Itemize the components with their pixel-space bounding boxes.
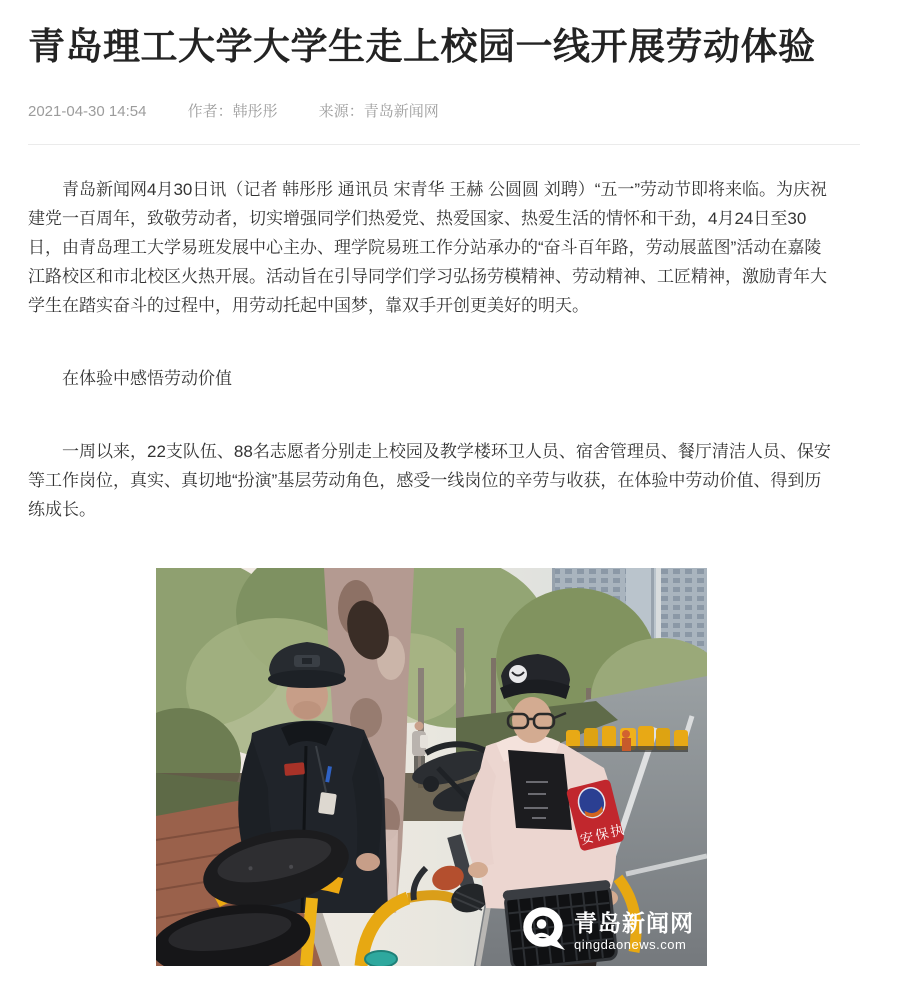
article-meta bbox=[28, 100, 860, 121]
article-body bbox=[28, 175, 836, 966]
armband-text: 安保执 bbox=[578, 821, 628, 848]
article-author: 作者：韩彤彤 bbox=[187, 103, 278, 120]
watermark-text bbox=[574, 909, 694, 952]
distant-bikes bbox=[566, 726, 688, 752]
divider bbox=[28, 144, 860, 145]
publish-datetime: 2021-04-30 14:54 bbox=[28, 103, 147, 120]
qingdaonews-logo-icon bbox=[522, 905, 568, 957]
paragraph-detail: 一周以来，22支队伍、88名志愿者分别走上校园及教学楼环卫人员、宿舍管理员、餐厅清洁人员、保安等工作岗位，真实、真切地“扮演”基层劳动角色，感受一线岗位的辛劳与收获，在体验中劳动价值、得到历练成长。 bbox=[28, 442, 831, 519]
watermark-title: 青岛新闻网 bbox=[574, 909, 694, 936]
article-title: 青岛理工大学大学生走上校园一线开展劳动体验 bbox=[28, 26, 816, 67]
article-page bbox=[28, 23, 860, 966]
watermark-domain: qingdaonews.com bbox=[574, 936, 687, 952]
article-photo bbox=[156, 568, 707, 966]
article-source: 来源：青岛新闻网 bbox=[318, 103, 439, 120]
paragraph-subheading: 在体验中感悟劳动价值 bbox=[62, 369, 232, 388]
watermark bbox=[522, 905, 694, 957]
paragraph-intro: 青岛新闻网4月30日讯（记者 韩彤彤 通讯员 宋青华 王赫 公圆圆 刘聘）“五一”劳动节即将来临。为庆祝建党一百周年，致敬劳动者，切实增强同学们热爱党、热爱国家、热爱生活的情怀和干劲，4月24日至30日，由青岛理工大学易班发展中心主办、理学院易班工作分站承办的“奋斗百年路，劳动展蓝图”活动在嘉陵江路校区和市北校区火热开展。活动旨在引导同学们学习弘扬劳模精神、劳动精神、工匠精神，激励青年大学生在踏实奋斗的过程中，用劳动托起中国梦，靠双手开创更美好的明天。 bbox=[28, 180, 828, 315]
